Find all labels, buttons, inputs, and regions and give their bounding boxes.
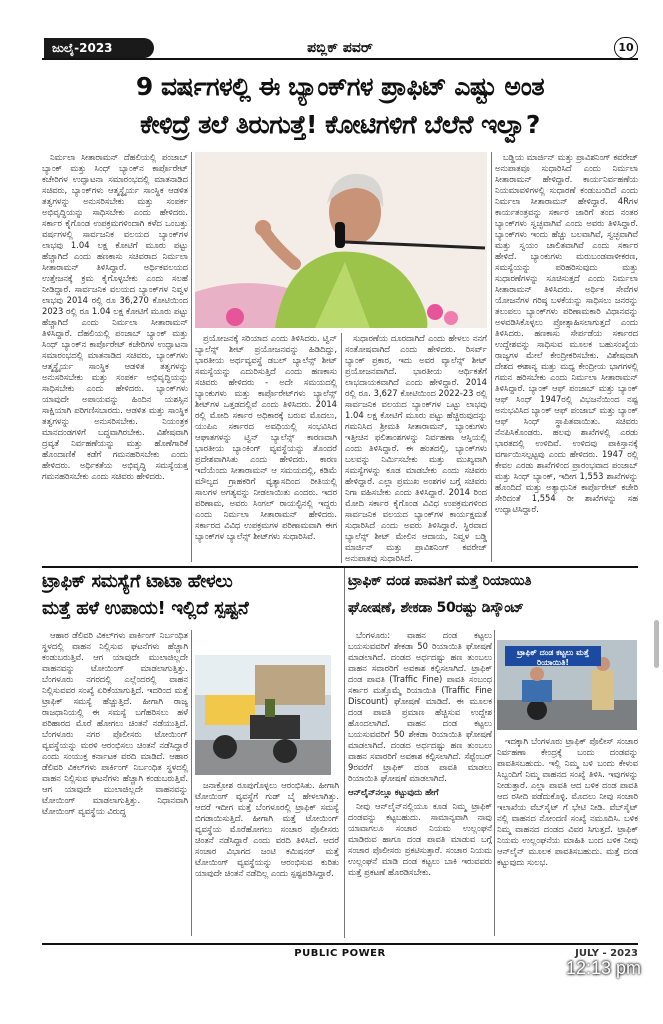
- story1-column-2: [195, 333, 337, 563]
- story2-headline-line-1: ಟ್ರಾಫಿಕ್ ಸಮಸ್ಯೆಗೆ ಟಾಟಾ ಹೇಳಲು: [42, 571, 233, 592]
- story1-column-3: [345, 333, 487, 563]
- towing-photo: [195, 655, 331, 775]
- story3-headline-line-2: ಘೋಷಣೆ, ಶೇಕಡಾ 50ರಷ್ಟು ಡಿಸ್ಕೌಂಟ್: [348, 600, 524, 616]
- story3-headline: [348, 568, 638, 622]
- story3-col2-text: ಇದಕ್ಕಾಗಿ ಬೆಂಗಳೂರು ಟ್ರಾಫಿಕ್ ಪೊಲೀಸ್ ಸಂಚಾರ ನಿರ್ವಹಣಾ ಕೇಂದ್ರಕ್ಕೆ ಬಂದು ದಂಡವನ್ನು ಪಾವತಿಸಬಹುದು. ಇಲ್ಲಿ ನಿಮ್ಮ ಬಳಿ ಬಂದು ಕೇಳುವ ಸಿಬ್ಬಂದಿಗೆ ನಿಮ್ಮ ವಾಹನದ ಸಂಖ್ಯೆ ತಿಳಿಸಿ. ಇವುಗಳನ್ನು ನೀಡುತ್ತಾರೆ. ಎಲ್ಲಾ ಪಾವತಿ ಆದ ಬಳಿಕ ದಂಡ ಪಾವತಿ ಆದ ರಸೀದಿ ಪಡೆದುಕೊಳ್ಳಿ. ಮೊದಲು ನೀವು ಸಂಚಾರಿ ಇಲಾಖೆಯ ವೆಬ್‌ಸೈಟ್ ಗೆ ಭೇಟಿ ನೀಡಿ. ವೆಬ್‌ಸೈಟ್ ನಲ್ಲಿ ವಾಹನದ ನೋಂದಣಿ ಸಂಖ್ಯೆ ನಮೂದಿಸಿ. ಬಳಿಕ ನಿಮ್ಮ ವಾಹನದ ದಂಡದ ವಿವರ ಸಿಗುತ್ತದೆ. ಟ್ರಾಫಿಕ್ ನಿಯಮ ಉಲ್ಲಂಘನೆಯ ಮಾಹಿತಿ ಬಂದ ಬಳಿಕ ನೀವು ಆನ್‌ಲೈನ್ ಮೂಲಕ ಪಾವತಿಸಬಹುದು. ಮತ್ತೆ ದಂಡ ಕಟ್ಟುವುದು ಸುಲಭ.: [497, 736, 638, 867]
- story3-column-2: [497, 736, 638, 936]
- column-divider: [191, 152, 192, 562]
- column-divider: [344, 568, 345, 938]
- column-divider: [191, 630, 192, 936]
- minister-photo-illustration: [195, 152, 487, 328]
- main-headline: [42, 68, 638, 146]
- story2-column-2: [195, 780, 339, 936]
- story1-col2b-text: ಸುಧಾರಣೆಯ ದೂರದಾಗಿದೆ ಎಂದು ಹೇಳಲು ನನಗೆ ಸಂತೋಷವಾಗಿದೆ ಎಂದು ಹೇಳಿದರು. ರಿಸರ್ವ್ ಬ್ಯಾಂಕ್ ಪ್ರಕಾರ, ಇದು ಅವರ ವ್ಯಾಲೆನ್ಸ್ ಶೀಟ್ ಪ್ರಯೋಜನವಾಗಿದೆ. ಭಾರತೀಯ ಆರ್ಥಿಕತೆಗೆ ಲಾಭದಾಯಕವಾಗಿದೆ ಎಂದು ಹೇಳಿದ್ದಾರೆ. 2014 ರಲ್ಲಿ ರೂ. 3,627 ಕೋಟಿಯಿಂದ 2022-23 ರಲ್ಲಿ ಸಾರ್ವಜನಿಕ ವಲಯದ ಬ್ಯಾಂಕ್‌ಗಳ ಒಟ್ಟು ಲಾಭವು 1.04 ಲಕ್ಷ ಕೋಟಿಗೆ ಮೂರು ಪಟ್ಟು ಹೆಚ್ಚಿರುವುದನ್ನು ಗಮನಿಸಿದ ಶ್ರೀಮತಿ ಸೀತಾರಾಮನ್, ಬ್ಯಾಂಕುಗಳು ಇತ್ತೀಚಿನ ಫಲಿತಾಂಶಗಳನ್ನು ನಿರ್ವಹಣಾ ಆಸ್ತಿಯಲ್ಲಿ ಎಂದು ತಿಳಿಸಿದ್ದಾರೆ. ಈ ಹಂತದಲ್ಲಿ, ಬ್ಯಾಂಕ್‌ಗಳು ಬಲವನ್ನು ನಿರ್ಮಿಸಬೇಕು ಮತ್ತು ಮುಖ್ಯವಾಗಿ ಸಮಸ್ಯೆಗಳನ್ನು ಕೂಡ ಮಾಡಬೇಕು ಎಂದು ಸಚಿವರು ಹೇಳಿದ್ದಾರೆ. ಎಲ್ಲಾ ಪ್ರಮುಖ ಅಂಶಗಳ ಬಗ್ಗೆ ಸಚಿವರು ನಿಗಾ ವಹಿಸಬೇಕು ಎಂದು ತಿಳಿಸಿದ್ದಾರೆ. 2014 ರಿಂದ ಮೋದಿ ಸರ್ಕಾರ ಕೈಗೊಂಡ ವಿವಿಧ ಉಪಕ್ರಮಗಳಿಂದ ಸಾರ್ವಜನಿಕ ವಲಯದ ಬ್ಯಾಂಕ್‌ಗಳ ಕಾರ್ಯಕ್ಷಮತೆ ಸುಧಾರಿಸಿದೆ ಎಂದು ಅವರು ತಿಳಿಸಿದ್ದಾರೆ. ಸ್ಥಿರವಾದ ಬ್ಯಾಲೆನ್ಸ್ ಶೀಟ್ ಮೇಲಿನ ಆದಾಯ, ನಿವ್ವಳ ಬಡ್ಡಿ ಮಾರ್ಜಿನ್ ಮತ್ತು ಪ್ರಾವಿಶನಿಂಗ್ ಕವರೇಜ್ ಅನುಪಾತವು ಸುಧಾರಿಸಿದೆ.: [345, 333, 487, 563]
- footer-publication: PUBLIC POWER: [294, 948, 386, 959]
- story2-col1-text: ಆಹಾರ ಡೆಲಿವರಿ ವಿಕಲ್‌ಗಳು ಪಾರ್ಕಿಂಗ್ ನಿರ್ಬಂಧಿತ ಸ್ಥಳದಲ್ಲಿ ವಾಹನ ನಿಲ್ಲಿಸುವ ಘಟನೆಗಳು ಹೆಚ್ಚಾಗಿ ಕಂಡುಬರುತ್ತಿವೆ. ಆಗ ಯಾವುದೇ ಮುಲಾಜಿಲ್ಲದೇ ವಾಹನವನ್ನು ಟೋಯಿಂಗ್ ಮಾಡಲಾಗುತ್ತಿತ್ತು. ಬೆಂಗಳೂರು ನಗರದಲ್ಲಿ ಎಲ್ಲೆಂದರಲ್ಲಿ ವಾಹನ ನಿಲ್ಲಿಸುವವರ ಸಂಖ್ಯೆ ಏರಿಕೆಯಾಗುತ್ತಿದೆ. ಇದರಿಂದ ಮತ್ತೆ ಟ್ರಾಫಿಕ್ ಸಮಸ್ಯೆ ಹೆಚ್ಚುತ್ತಿದೆ. ಹೀಗಾಗಿ ರಾಜ್ಯ ರಾಜಧಾನಿಯಲ್ಲಿ ಈ ಸಮಸ್ಯೆ ಬಗೆಹರಿಸಲು ಹಳೆ ಪರಿಹಾರದ ಮೊರೆ ಹೋಗಲು ಚಿಂತನೆ ನಡೆಯುತ್ತಿದೆ. ಬೆಂಗಳೂರು ನಗರ ಪೊಲೀಸರು ಟೋಯಿಂಗ್ ವ್ಯವಸ್ಥೆಯನ್ನು ಮರಳಿ ಆರಂಭಿಸಲು ಚಿಂತನೆ ನಡೆಸಿದ್ದಾರೆ ಎಂದು ಸಂಯುಕ್ತ ಕರ್ನಾಟಕ ವರದಿ ಮಾಡಿದೆ. ಆಹಾರ ಡೆಲಿವರಿ ವಿಕಲ್‌ಗಳು ಪಾರ್ಕಿಂಗ್ ನಿರ್ಬಂಧಿತ ಸ್ಥಳದಲ್ಲಿ ವಾಹನ ನಿಲ್ಲಿಸುವ ಘಟನೆಗಳು ಹೆಚ್ಚಾಗಿ ಕಂಡುಬರುತ್ತಿವೆ. ಆಗ ಯಾವುದೇ ಮುಲಾಜಿಲ್ಲದೇ ವಾಹನವನ್ನು ಟೋಯಿಂಗ್ ಮಾಡಲಾಗುತ್ತಿತ್ತು. ನಿಧಾನವಾಗಿ ಟೋಯಿಂಗ್ ವ್ಯವಸ್ಥೆಯ ವಿರುದ್ಧ: [42, 630, 188, 816]
- story1-col3-text: ಬಡ್ಡಿಯ ಮಾರ್ಜಿನ್ ಮತ್ತು ಪ್ರಾವಿಶನಿಂಗ್ ಕವರೇಜ್ ಅನುಪಾತವೂ ಸುಧಾರಿಸಿದೆ ಎಂದು ನಿರ್ಮಲಾ ಸೀತಾರಾಮನ್ ಹೇಳಿದ್ದಾರೆ. ಕಾರ್ಯನಿರ್ವಹಣೆಯ ನಿಯಮಾವಳಿಗಳಲ್ಲಿ ಸುಧಾರಣೆ ಕಂಡುಬಂದಿದೆ ಎಂದು ನಿರ್ಮಲಾ ಸೀತಾರಾಮನ್ ಹೇಳಿದ್ದಾರೆ. 4Rಗಳ ಕಾರ್ಯತಂತ್ರವನ್ನು ಸರ್ಕಾರ ಜಾರಿಗೆ ತಂದ ನಂತರ ಬ್ಯಾಂಕ್‌ಗಳು ಸ್ವಚ್ಛವಾಗಿವೆ ಎಂದು ಅವರು ತಿಳಿಸಿದ್ದಾರೆ. ಬ್ಯಾಂಕ್‌ಗಳು ಇಂದು ಹೆಚ್ಚು ಬಲವಾಗಿವೆ, ಸ್ವಚ್ಛವಾಗಿವೆ ಮತ್ತು ಸ್ವಯಂ ಚಾಲಿತವಾಗಿವೆ ಎಂದು ಸರ್ಕಾರ ಹೇಳಿದೆ. ಬ್ಯಾಂಕುಗಳು ಮರುಬಂಡವಾಳೀಕರಣ, ಸಮಸ್ಯೆಯನ್ನು ಪರಿಹರಿಸುವುದು ಮತ್ತು ಸುಧಾರಣೆಗಳನ್ನು ಸೂಚಿಸುತ್ತದೆ ಎಂದು ನಿರ್ಮಲಾ ಸೀತಾರಾಮನ್ ತಿಳಿಸಿದರು. ಅರ್ಥಿಕ ಸೇವೆಗಳ ಯೋಜನೆಗಳ ಗರಿಷ್ಠ ಬಳಕೆಯನ್ನು ಸಾಧಿಸಲು ಜನರನ್ನು ತಲುಪಲು ಬ್ಯಾಂಕ್‌ಗಳು ಪರಿಣಾಮಕಾರಿ ವಿಧಾನವನ್ನು ಅಳವಡಿಸಿಕೊಳ್ಳಲು ಪ್ರೋತ್ಸಾಹಿಸಲಾಗುತ್ತದೆ ಎಂದು ತಿಳಿಸಿದರು. ಹಣಕಾಸು ಸೇರ್ಪಡೆಯ ಸರ್ಕಾರದ ಉದ್ದೇಶವನ್ನು ಸಾಧಿಸುವ ಮೂಲಕ ಬಹುಸಂಖ್ಯೆಯ ರಾಜ್ಯಗಳ ಮೇಲೆ ಕೇಂದ್ರೀಕರಿಸಬೇಕು. ವಿಶೇಷವಾಗಿ ದೇಶದ ಈಶಾನ್ಯ ಮತ್ತು ಮಧ್ಯ ಕೇಂದ್ರೀಯ ಭಾಗಗಳಲ್ಲಿ ಗಮನ ಹರಿಸಬೇಕು ಎಂದು ನಿರ್ಮಲಾ ಸೀತಾರಾಮನ್ ತಿಳಿಸಿದ್ದಾರೆ. ಬ್ಯಾಂಕ್ ಆಫ್ ಪಂಜಾಬ್ ಮತ್ತು ಬ್ಯಾಂಕ್ ಆಫ್ ಸಿಂಧ್ 1947ರಲ್ಲಿ ವಿಭಜನೆಯಿಂದ ನಷ್ಟ ಅನುಭವಿಸಿದ ಬ್ಯಾಂಕ್ ಆಫ್ ಪಂಜಾಬ್ ಮತ್ತು ಬ್ಯಾಂಕ್ ಆಫ್ ಸಿಂಧ್ ಸ್ಥಾಪಿತವಾಯಿತು. ಸಚಿವರು ನೆನಪಿಸಿಕೊಂಡರು. ಹಲವು ಶಾಖೆಗಳಲ್ಲಿ ಎರಡು ಭಾರತದಲ್ಲಿ ಉಳಿದಿವೆ. ಉಳಿದವು ಪಾಕಿಸ್ತಾನಕ್ಕೆ ವರ್ಗಾಯಿಸಲ್ಪಟ್ಟವು ಎಂದು ಹೇಳಿದರು. 1947 ರಲ್ಲಿ ಕೇವಲ ಎರಡು ಶಾಖೆಗಳಿಂದ ಪ್ರಾರಂಭವಾದ ಪಂಜಾಬ್ ಮತ್ತು ಸಿಂಧ್ ಬ್ಯಾಂಕ್, ಇದೀಗ 1,553 ಶಾಖೆಗಳನ್ನು ಹೊಂದಿದೆ ಮತ್ತು ಅತ್ಯಾಧುನಿಕ ಕಾರ್ಪೊರೇಟ್ ಕಚೇರಿ ಸೇರಿದಂತೆ 1,554 ರೀ ಶಾಖೆಗಳನ್ನು ಸಹ ಉದ್ಘಾಟಿಸಿದ್ದಾರೆ.: [495, 152, 638, 514]
- story1-column-4: [495, 152, 638, 562]
- footer-issue: JULY - 2023: [575, 948, 638, 959]
- story1-col2a-text: ಪ್ರಯೋಜನಕ್ಕೆ ಸರಿಯಾದ ಎಂದು ತಿಳಿಸಿದರು. ಟ್ವಿನ್ ಬ್ಯಾಲೆನ್ಸ್ ಶೀಟ್ ಪ್ರಯೋಜನವನ್ನು ಹಿಡಿದಿದ್ದು, ಭಾರತೀಯ ಅರ್ಥವ್ಯವಸ್ಥೆ ಡಬಲ್ ಬ್ಯಾಲೆನ್ಸ್ ಶೀಟ್ ಸಮಸ್ಯೆಯನ್ನು ಎದುರಿಸುತ್ತಿದೆ ಎಂದು ಹಣಕಾಸು ಸಚಿವರು ಹೇಳಿದರು - ಅದೇ ಸಮಯದಲ್ಲಿ ಬ್ಯಾಂಕುಗಳು ಮತ್ತು ಕಾರ್ಪೊರೇಟ್‌ಗಳು ಬ್ಯಾಲೆನ್ಸ್ ಶೀಟ್‌ಗಳ ಒತ್ತಡದಲ್ಲಿವೆ ಎಂದು ತಿಳಿಸಿದರು. 2014 ರಲ್ಲಿ ಮೋದಿ ಸರ್ಕಾರ ಅಧಿಕಾರಕ್ಕೆ ಬರುವ ಮೊದಲು, ಯುಪಿಎ ಸರ್ಕಾರದ ಅವಧಿಯಲ್ಲಿ ಸಂಭವಿಸಿದ ಆಘಾತಗಳನ್ನು ಟ್ವಿನ್ ಬ್ಯಾಲೆನ್ಸ್ ಕಾರಣವಾಗಿ ಭಾರತೀಯ ಬ್ಯಾಂಕಿಂಗ್ ವ್ಯವಸ್ಥೆಯನ್ನು ತೊಂದರೆ ಪ್ರದೇಶವಾಗಿಸಿತು ಎಂದು ಹೇಳಿದರು. ಕಾರಣ ಇದೆಯೆಂದು ಸೀತಾರಾಮನ್ ಆ ಸಮಯದಲ್ಲಿ, ಕಡಿಮೆ ಮೌಲ್ಯದ ಗ್ರಾಹಕರಿಗೆ ವ್ಯತ್ಯಾಸದಿಂದ ರೀತಿಯಲ್ಲಿ ಸಾಲಗಳ ಅಗತ್ಯವನ್ನು ನೀಡಲಾಯಿತು ಎಂದರು. ಇದರ ಪರಿಣಾಮ, ಅವರು ಸಿಂಗಲ್ ರಾಯಲ್ಟಿನಲ್ಲಿ ಇದ್ದರು ಎಂದು ನಿರ್ಮಲಾ ಸೀತಾರಾಮನ್ ಹೇಳಿದರು. ಸರ್ಕಾರದ ವಿವಿಧ ಉಪಕ್ರಮಗಳ ಪರಿಣಾಮವಾಗಿ ಈಗ ಬ್ಯಾಂಕ್‌ಗಳ ಬ್ಯಾಲೆನ್ಸ್ ಶೀಟ್‌ಗಳು ಸುಧಾರಿಸಿವೆ.: [195, 333, 337, 541]
- story3-col1b-text: ನೀವು ಆನ್‌ಲೈನ್‌ನಲ್ಲಿಯೂ ಕೂಡ ನಿಮ್ಮ ಟ್ರಾಫಿಕ್ ದಂಡವನ್ನು ಕಟ್ಟಬಹುದು. ಸಾಮಾನ್ಯವಾಗಿ ನಾವು ಯಾವಾಗಲೂ ಸಂಚಾರ ನಿಯಮ ಉಲ್ಲಂಘನೆ ಮಾಡಿರುವ ಹಾಗೂ ದಂಡ ಪಾವತಿ ಮಾಡುವ ಬಗ್ಗೆ ಸಂಚಾರ ಪೊಲೀಸರು ಪ್ರಕಟಿಸುತ್ತಾರೆ. ಸಂಚಾರ ನಿಯಮ ಉಲ್ಲಂಘನೆ ಮಾಡಿ ದಂಡ ಕಟ್ಟಲು ಬಾಕಿ ಇರುವವರು ಮತ್ತೆ ಪ್ರಕಟಣೆ ಹೊರಡಿಸಬೇಕು.: [348, 801, 492, 877]
- story2-column-1: [42, 630, 188, 936]
- status-time: 12:13 pm: [565, 958, 641, 978]
- page-footer: [42, 943, 638, 963]
- towing-photo-illustration: [195, 655, 331, 775]
- story3-column-1: [348, 630, 492, 936]
- column-divider: [341, 333, 342, 563]
- story3-subhead: ಆನ್‌ಲೈನ್‌ನಲ್ಲೂ ಕಟ್ಟುವುದು ಹೇಗೆ: [348, 787, 439, 797]
- column-divider: [494, 630, 495, 936]
- story2-headline: [42, 568, 342, 622]
- traffic-fine-photo: [497, 640, 637, 730]
- minister-photo: [195, 152, 487, 328]
- story3-col1-text: ಬೆಂಗಳೂರು: ವಾಹನ ದಂಡ ಕಟ್ಟಲು ಬಯಸುವವರಿಗೆ ಶೇಕಡಾ 50 ರಿಯಾಯಿತಿ ಘೋಷಣೆ ಮಾಡಲಾಗಿದೆ. ದಂಡದ ಅರ್ಧದಷ್ಟು ಹಣ ತುಂಬಲು ವಾಹನ ಸವಾರರಿಗೆ ಅವಕಾಶ ಕಲ್ಪಿಸಲಾಗಿದೆ. ಟ್ರಾಫಿಕ್ ದಂಡ ಪಾವತಿ (Traffic Fine) ಪಾವತಿ ಸಂಬಂಧ ಸರ್ಕಾರ ಮತ್ತೊಮ್ಮೆ ರಿಯಾಯಿತಿ (Traffic Fine Discount) ಘೋಷಣೆ ಮಾಡಿದೆ. ಈ ಮೂಲಕ ದಂಡ ಪಾವತಿ ಪ್ರಮಾಣ ಹೆಚ್ಚಿಸುವ ಉದ್ದೇಶ ಹೊಂದಲಾಗಿದೆ. ವಾಹನ ದಂಡ ಕಟ್ಟಲು ಬಯಸುವವರಿಗೆ 50 ಶೇಕಡಾ ರಿಯಾಯಿತಿ ಘೋಷಣೆ ಮಾಡಲಾಗಿದೆ. ದಂಡದ ಅರ್ಧದಷ್ಟು ಹಣ ತುಂಬಲು ವಾಹನ ಸವಾರರಿಗೆ ಅವಕಾಶ ಕಲ್ಪಿಸಲಾಗಿದೆ. ಸೆಪ್ಟೆಂಬರ್ 9ರವರೆಗೆ ಟ್ರಾಫಿಕ್ ದಂಡ ಪಾವತಿ ಮಾಡಲು ರಿಯಾಯಿತಿ ಘೋಷಣೆ ಮಾಡಲಾಗಿದೆ.: [348, 630, 492, 783]
- issue-date: ಜುಲೈ-2023: [44, 38, 154, 58]
- story1-col1-text: ನಿರ್ಮಲಾ ಸೀತಾರಾಮನ್ ದೆಹಲಿಯಲ್ಲಿ ಪಂಜಾಬ್ ಬ್ಯಾಂಕ್ ಮತ್ತು ಸಿಂಧ್ ಬ್ಯಾಂಕ್‌ನ ಕಾರ್ಪೊರೇಟ್ ಕಚೇರಿಗಳ ಉದ್ಘಾಟನಾ ಸಮಾರಂಭದಲ್ಲಿ ಮಾತನಾಡಿದ ಸಚಿವರು, ಬ್ಯಾಂಕ್‌ಗಳು ಆತ್ಮಸ್ಥೈರ್ಯ ಸಾಂಸ್ಥಿಕ ಆಡಳಿತ ತತ್ವಗಳನ್ನು ಅನುಸರಿಸಬೇಕು ಮತ್ತು ಸಂಪರ್ಕ ಅಭಿವೃದ್ಧಿಯನ್ನು ಸಾಧಿಸಬೇಕು ಎಂದು ಹೇಳಿದರು. ಸರ್ಕಾರ ಕೈಗೊಂಡ ಉಪಕ್ರಮಗಳಿಂದಾಗಿ ಕಳೆದ ಒಂಬತ್ತು ವರ್ಷಗಳಲ್ಲಿ ಸಾರ್ವಜನಿಕ ವಲಯದ ಬ್ಯಾಂಕ್‌ಗಳ ಲಾಭವು 1.04 ಲಕ್ಷ ಕೋಟಿಗೆ ಮೂರು ಪಟ್ಟು ಹೆಚ್ಚಾಗಿದೆ ಎಂದು ಹಣಕಾಸು ಸಚಿವರಾದ ನಿರ್ಮಲಾ ಸೀತಾರಾಮನ್ ತಿಳಿಸಿದ್ದಾರೆ. ಅರ್ಥಿಕವಲಯದ ಉತ್ತೇಜನಕ್ಕೆ ಕ್ರಮ ಕೈಗೊಳ್ಳಬೇಕು ಎಂದು ಸಲಹೆ ನೀಡಿದ್ದಾರೆ. ಸಾರ್ವಜನಿಕ ವಲಯದ ಬ್ಯಾಂಕ್‌ಗಳ ನಿವ್ವಳ ಲಾಭವು 2014 ರಲ್ಲಿ ರೂ 36,270 ಕೋಟಿಯಿಂದ 2023 ರಲ್ಲಿ ರೂ 1.04 ಲಕ್ಷ ಕೋಟಿಗೆ ಮೂರು ಪಟ್ಟು ಹೆಚ್ಚಾಗಿದೆ ಎಂದು ನಿರ್ಮಲಾ ಸೀತಾರಾಮನ್ ತಿಳಿಸಿದ್ದಾರೆ. ದೆಹಲಿಯಲ್ಲಿ ಪಂಜಾಬ್ ಬ್ಯಾಂಕ್ ಮತ್ತು ಸಿಂಧ್ ಬ್ಯಾಂಕ್‌ನ ಕಾರ್ಪೊರೇಟ್ ಕಚೇರಿಗಳ ಉದ್ಘಾಟನಾ ಸಮಾರಂಭದಲ್ಲಿ ಮಾತನಾಡಿದ ಸಚಿವರು, ಬ್ಯಾಂಕ್‌ಗಳು ಆತ್ಮಸ್ಥೈರ್ಯ ಸಾಂಸ್ಥಿಕ ಆಡಳಿತ ತತ್ವಗಳನ್ನು ಅನುಸರಿಸಬೇಕು ಮತ್ತು ಸಂಪರ್ಕ ಅಭಿವೃದ್ಧಿಯನ್ನು ಸಾಧಿಸಬೇಕು ಎಂದು ಹೇಳಿದರು. ಬ್ಯಾಂಕ್‌ಗಳು ಯಾವುದೇ ಅಪಾಯವನ್ನು ಹಿಂದಿನ ಯಶಸ್ಸಿನ ಸಾಕ್ಷಿಯಾಗಿ ಪರಿಗಣಿಸಬಾರದು. ಆಡಳಿತ ಮತ್ತು ಸಾಂಸ್ಥಿಕ ತತ್ವಗಳನ್ನು ಅನುಸರಿಸಬೇಕು. ನಿಯಂತ್ರಕ ಮಾನದಂಡಗಳಿಗೆ ಬದ್ಧವಾಗಿರಬೇಕು. ವಿಶೇಷವಾಗಿ ದ್ರವ್ಯತೆ ನಿರ್ವಹಣೆಯನ್ನು ಮತ್ತು ಹೊಣೆಗಾರಿಕೆ ಹೊಂದಾಣಿಕೆ ಕಡೆಗೆ ಗಮನಹರಿಸಬೇಕು ಎಂದು ಹೇಳಿದರು. ಅರ್ಥಿಕತೆಯ ಅಭಿವೃದ್ಧಿ ಸಮಸ್ಯೆಯತ್ತ ಗಮನಹರಿಸಬೇಕು ಎಂದು ಸಚಿವರು ಹೇಳಿದರು.: [42, 152, 188, 481]
- story1-column-1: [42, 152, 188, 562]
- publication-title: ಪಬ್ಲಿಕ್ ಪವರ್: [307, 40, 373, 56]
- story3-headline-line-1: ಟ್ರಾಫಿಕ್ ದಂಡ ಪಾವತಿಗೆ ಮತ್ತೆ ರಿಯಾಯಿತಿ: [348, 573, 532, 589]
- story2-col2-text: ಜನಾಕ್ರೋಶ ರೂಪುಗೊಳ್ಳಲು ಆರಂಭಿಸಿತು. ಹೀಗಾಗಿ ಟೋಯಿಂಗ್ ವ್ಯವಸ್ಥೆಗೆ ಗುಡ್ ಬೈ ಹೇಳಲಾಗಿತ್ತು. ಆದರೆ ಇದೀಗ ಮತ್ತೆ ಬೆಂಗಳೂರಲ್ಲಿ ಟ್ರಾಫಿಕ್ ಸಮಸ್ಯೆ ಬಿಗಡಾಯಿಸುತ್ತಿದೆ. ಹೀಗಾಗಿ ಮತ್ತೆ ಟೋಯಿಂಗ್ ವ್ಯವಸ್ಥೆಯ ಮೊರೆಹೋಗಲು ಸಂಚಾರ ಪೊಲೀಸರು ಚಿಂತನೆ ನಡೆಸಿದ್ದಾರೆ ಎಂದು ವರದಿ ತಿಳಿಸಿದೆ. ಆದರೆ ಸಂಚಾರ ವಿಭಾಗದ ಜಂಟಿ ಕಮಿಷನರ್ ಮತ್ತೆ ಟೋಯಿಂಗ್ ವ್ಯವಸ್ಥೆಯನ್ನು ಆರಂಭಿಸುವ ಕುರಿತು ಯಾವುದೇ ಚಿಂತನೆ ನಡೆದಿಲ್ಲ ಎಂದು ಸ್ಪಷ್ಟಪಡಿಸಿದ್ದಾರೆ.: [195, 780, 339, 878]
- scrollbar[interactable]: [654, 620, 659, 668]
- column-divider: [491, 152, 492, 562]
- story2-headline-line-2: ಮತ್ತೆ ಹಳೆ ಉಪಾಯ! ಇಲ್ಲಿದೆ ಸ್ಪಷ್ಟನೆ: [42, 598, 249, 619]
- page-number: 10: [614, 37, 638, 59]
- traffic-fine-photo-caption: ಟ್ರಾಫಿಕ್ ದಂಡ ಕಟ್ಟಲು ಮತ್ತೆ ರಿಯಾಯಿತಿ!: [517, 648, 589, 667]
- masthead: [42, 38, 638, 60]
- main-headline-line-2: ಕೇಳಿದ್ರೆ ತಲೆ ತಿರುಗುತ್ತೆ! ಕೋಟಿಗಳಿಗೆ ಬೆಲೆನೆ ಇಲ್ವಾ?: [140, 110, 540, 139]
- main-headline-line-1: 9 ವರ್ಷಗಳಲ್ಲಿ ಈ ಬ್ಯಾಂಕ್‌ಗಳ ಪ್ರಾಫಿಟ್ ಎಷ್ಟು ಅಂತ: [135, 72, 545, 101]
